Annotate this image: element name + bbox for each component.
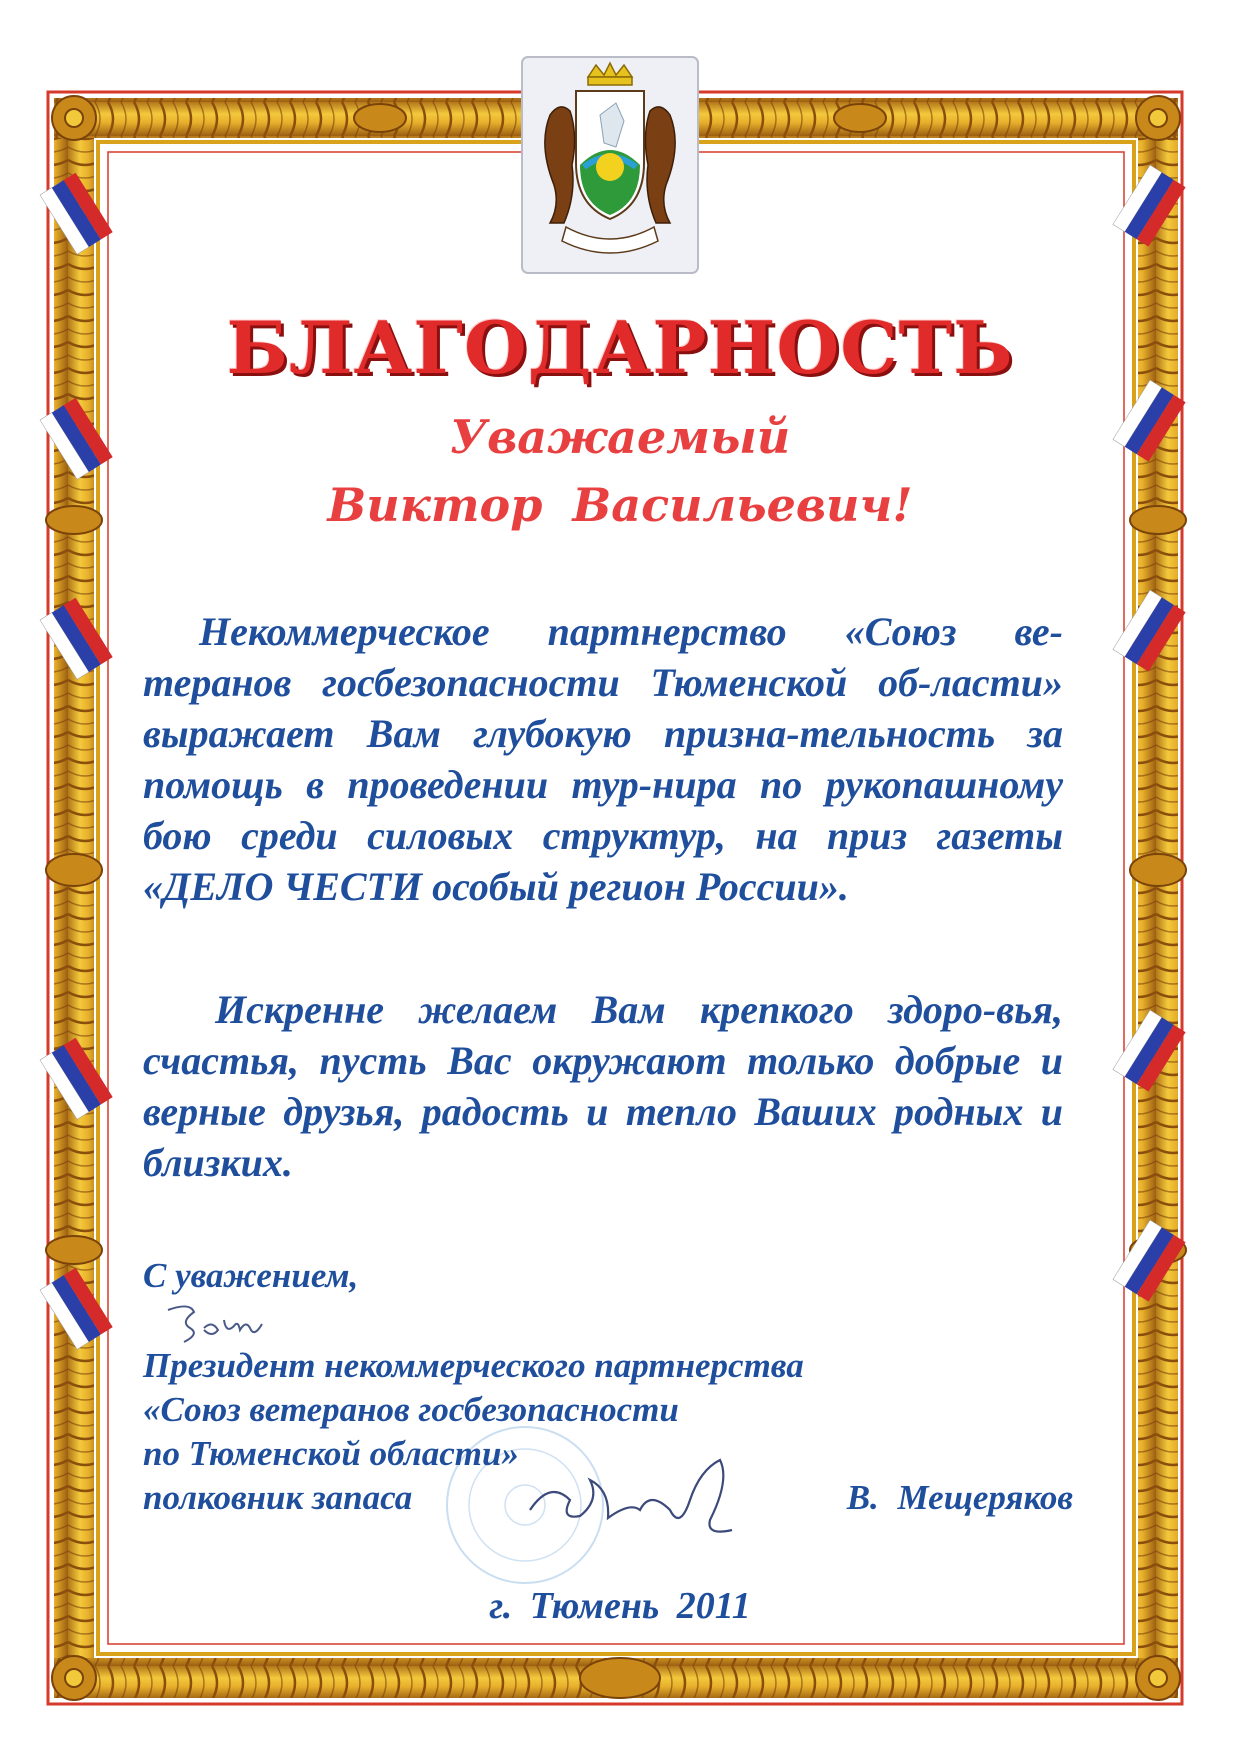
signatory-title-line-2: «Союз ветеранов госбезопасности: [143, 1390, 679, 1429]
document-title: БЛАГОДАРНОСТЬ: [226, 305, 1014, 390]
salutation-line-2: Виктор Васильевич!: [327, 478, 913, 532]
tyumen-oblast-coat-of-arms-icon: [520, 55, 700, 275]
signatory-title-line-1: Президент некоммерческого партнерства: [143, 1346, 804, 1385]
gratitude-paragraph: Некоммерческое партнерство «Союз ве-теранов госбезопасности Тюменской об-ласти» выражает Вам глубокую призна-тельность за помощь в проведении тур-нира по рукопашному бою среди силовых структур, на приз газеты «ДЕЛО ЧЕСТИ особый регион России».: [143, 609, 1063, 909]
signatory-rank: полковник запаса: [143, 1478, 413, 1517]
place-and-year: г. Тюмень 2011: [489, 1585, 751, 1627]
wishes-paragraph: Искренне желаем Вам крепкого здоро-вья, счастья, пусть Вас окружают только добрые и верные друзья, радость и тепло Ваших родных и близких.: [143, 987, 1063, 1185]
signatory-title-line-3: по Тюменской области»: [143, 1434, 519, 1473]
salutation-line-1: Уважаемый: [449, 410, 791, 464]
signatory-name: В. Мещеряков: [846, 1478, 1073, 1517]
closing-phrase: С уважением,: [143, 1256, 359, 1295]
handwritten-initials: [160, 1298, 270, 1348]
handwritten-signature: [520, 1440, 750, 1550]
